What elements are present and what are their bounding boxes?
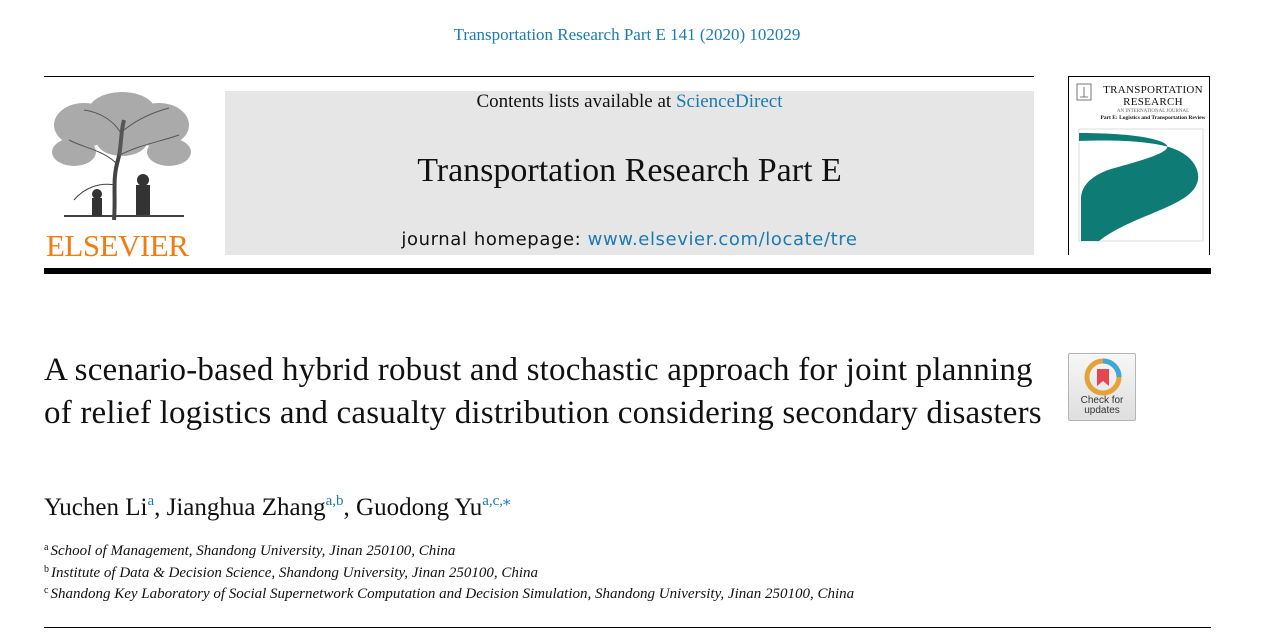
author-separator: , xyxy=(343,494,357,521)
check-for-updates-button[interactable] xyxy=(1068,353,1136,421)
journal-citation[interactable]: Transportation Research Part E 141 (2020) 102029 xyxy=(453,25,801,44)
journal-banner xyxy=(225,91,1034,255)
publisher-name: ELSEVIER xyxy=(46,228,189,263)
journal-name[interactable]: Transportation Research Part E xyxy=(417,152,842,189)
section-rule xyxy=(44,627,1211,628)
homepage-link[interactable]: www.elsevier.com/locate/tre xyxy=(587,229,858,250)
cover-subtitle: AN INTERNATIONAL JOURNAL xyxy=(1116,109,1190,114)
author-affiliation-link[interactable]: a xyxy=(147,493,155,509)
homepage-prefix: journal homepage: xyxy=(401,229,588,250)
affiliation-item xyxy=(44,563,854,585)
cover-title: TRANSPORTATION RESEARCH xyxy=(1103,84,1203,108)
affiliation-key: b xyxy=(44,563,49,575)
affiliation-key: c xyxy=(44,585,49,596)
contents-line xyxy=(225,91,1034,114)
cover-part: Part E: Logistics and Transportation Review xyxy=(1100,115,1206,121)
author-affiliation-link[interactable]: a,c,⁎ xyxy=(482,493,511,509)
affiliation-text: Institute of Data & Decision Science, Shandong University, Jinan 250100, China xyxy=(51,564,539,581)
check-updates-icon xyxy=(1084,358,1122,396)
elsevier-logo[interactable] xyxy=(44,90,194,263)
check-updates-label: Check for updates xyxy=(1080,395,1124,416)
affiliation-text: School of Management, Shandong University, Jinan 250100, China xyxy=(50,543,456,559)
affiliation-item xyxy=(44,584,854,606)
article-title: A scenario-based hybrid robust and stochastic approach for joint planning of relief logistics and casualty distribution considering secondary disasters xyxy=(44,352,1042,431)
header-rule xyxy=(44,76,1034,77)
journal-cover[interactable] xyxy=(1068,76,1210,255)
author-affiliation-link[interactable]: a,b xyxy=(325,493,344,509)
homepage-line xyxy=(225,229,1034,250)
header-thick-rule xyxy=(44,268,1211,274)
sciencedirect-link[interactable]: ScienceDirect xyxy=(675,91,783,112)
author-name[interactable]: Jianghua Zhang xyxy=(166,494,326,521)
affiliation-text: Shandong Key Laboratory of Social Supernetwork Computation and Decision Simulation, Shandong University, Jinan 250100, China xyxy=(50,586,855,602)
affiliation-list xyxy=(44,541,854,606)
author-name[interactable]: Yuchen Li xyxy=(44,494,148,521)
author-separator: , xyxy=(154,494,167,521)
affiliation-key: a xyxy=(44,542,49,553)
tree-icon xyxy=(44,90,194,225)
author-name[interactable]: Guodong Yu xyxy=(356,494,483,521)
affiliation-item xyxy=(44,541,854,563)
author-list xyxy=(44,494,511,522)
contents-prefix: Contents lists available at xyxy=(476,91,676,112)
